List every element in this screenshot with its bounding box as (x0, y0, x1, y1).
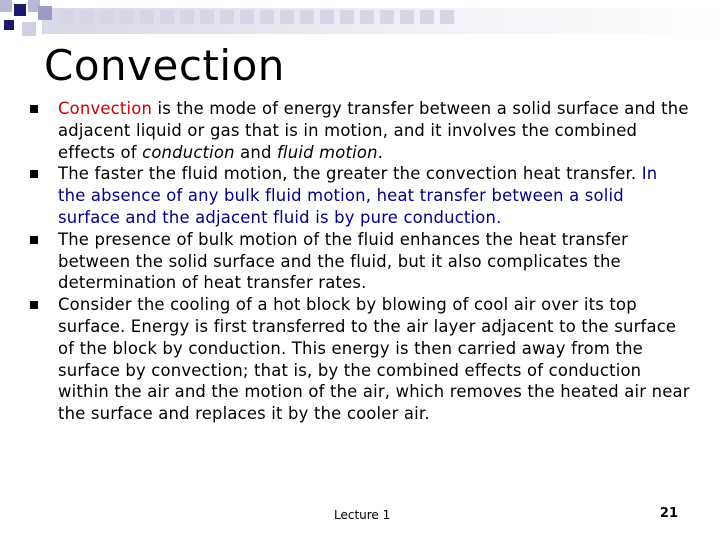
square-bullet-icon (30, 236, 38, 244)
highlighted-text: In the absence of any bulk fluid motion, heat transfer between a solid surface and the adjacent fluid is by pure conduction. (58, 164, 658, 227)
slide-title: Convection (44, 41, 285, 90)
bullet-list (30, 98, 690, 425)
bullet-text: is the mode of energy transfer between a solid surface and the adjacent liquid or gas that is in motion, and it involves the combined effects of (58, 99, 689, 162)
key-term: Convection (58, 99, 153, 118)
bullet-text: Consider the cooling of a hot block by blowing of cool air over its top surface. Energy is first transferred to the air layer adjacent to the surface of the block by conduction. This energy is then carried away from the surface by convection; that is, by the combined effects of conduction within the air and the motion of the air, which removes the heated air near the surface and replaces it by the cooler air. (58, 295, 690, 424)
bullet-item (30, 163, 690, 228)
square-bullet-icon (30, 105, 38, 113)
bullet-text: and (234, 142, 278, 162)
square-bullet-icon (30, 170, 38, 178)
square-bullet-icon (30, 301, 38, 309)
bullet-item (30, 294, 690, 425)
page-number: 21 (659, 506, 678, 521)
emphasis-text: conduction (142, 142, 235, 162)
emphasis-text: fluid motion (277, 142, 378, 162)
footer-label: Lecture 1 (334, 508, 391, 522)
header-decoration (0, 0, 720, 40)
bullet-text: . (377, 142, 384, 162)
bullet-text: The presence of bulk motion of the fluid enhances the heat transfer between the solid surface and the fluid, but it also complicates the determination of heat transfer rates. (58, 229, 629, 293)
bullet-item (30, 98, 690, 163)
bullet-text: The faster the fluid motion, the greater the convection heat transfer. (58, 164, 642, 184)
bullet-item (30, 229, 690, 294)
